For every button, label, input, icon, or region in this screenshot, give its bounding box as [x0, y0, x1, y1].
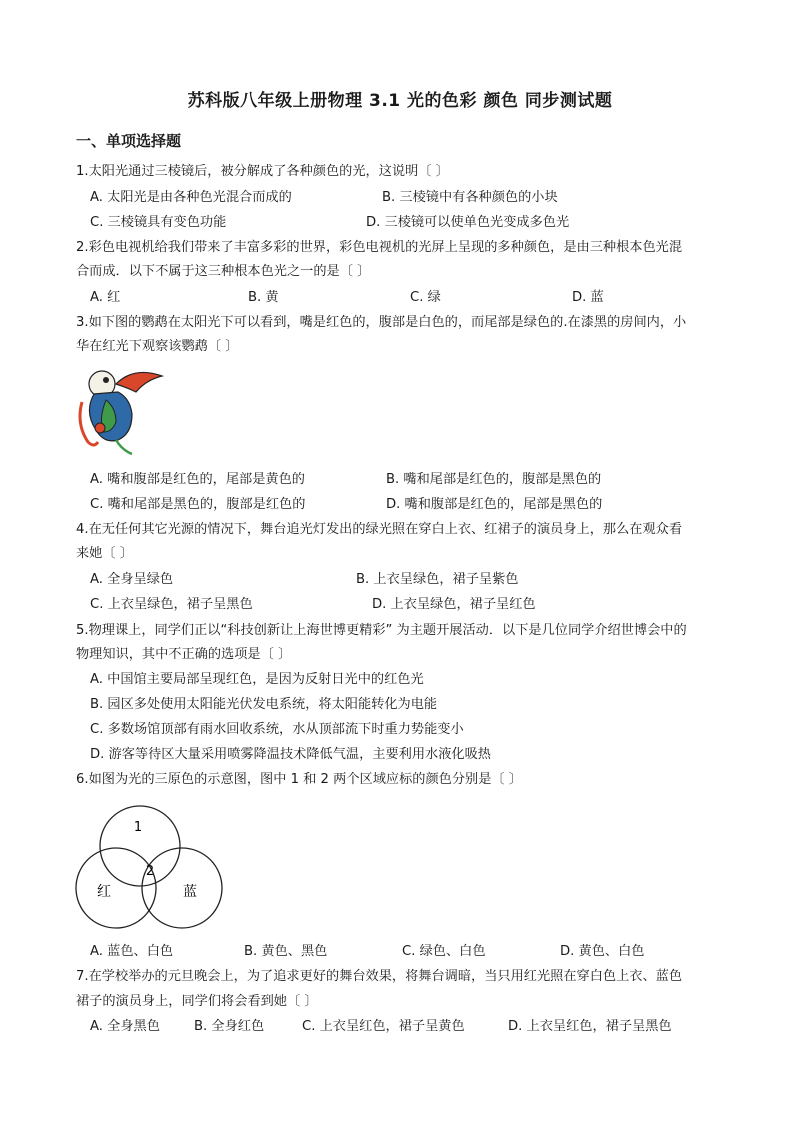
- parrot-red-spot: [95, 423, 105, 433]
- q5-option-d[interactable]: D. 游客等待区大量采用喷雾降温技术降低气温，主要利用水液化吸热: [90, 747, 491, 762]
- q3-option-c[interactable]: C. 嘴和尾部是黑色的，腹部是红色的: [90, 497, 306, 512]
- q4-option-c[interactable]: C. 上衣呈绿色，裙子呈黑色: [90, 597, 253, 612]
- question-1-text: 1.太阳光通过三棱镜后，被分解成了各种颜色的光，这说明〔 〕: [76, 164, 449, 179]
- q7-option-c[interactable]: C. 上衣呈红色，裙子呈黄色: [302, 1019, 465, 1034]
- venn-label-blue: 蓝: [183, 884, 197, 900]
- question-4-text-line-2: 来她〔 〕: [76, 546, 133, 561]
- question-7-text-line-1: 7.在学校举办的元旦晚会上，为了追求更好的舞台效果，将舞台调暗，当只用红光照在穿白色上衣、蓝色: [76, 969, 683, 984]
- q5-option-a[interactable]: A. 中国馆主要局部呈现红色，是因为反射日光中的红色光: [90, 672, 424, 687]
- venn-label-2: 2: [145, 864, 155, 879]
- q4-option-d[interactable]: D. 上衣呈绿色，裙子呈红色: [372, 597, 536, 612]
- q1-option-d[interactable]: D. 三棱镜可以使单色光变成多色光: [366, 215, 570, 230]
- q5-option-c[interactable]: C. 多数场馆顶部有雨水回收系统，水从顶部流下时重力势能变小: [90, 722, 464, 737]
- q3-option-b[interactable]: B. 嘴和尾部是红色的，腹部是黑色的: [386, 472, 602, 487]
- q2-option-b[interactable]: B. 黄: [248, 290, 279, 305]
- q7-option-d[interactable]: D. 上衣呈红色，裙子呈黑色: [508, 1019, 672, 1034]
- q3-option-a[interactable]: A. 嘴和腹部是红色的，尾部是黄色的: [90, 472, 305, 487]
- parrot-eye: [103, 377, 109, 383]
- question-5-text-line-2: 物理知识，其中不正确的选项是〔 〕: [76, 647, 292, 662]
- venn-label-1: 1: [133, 820, 143, 835]
- q1-option-c[interactable]: C. 三棱镜具有变色功能: [90, 215, 227, 230]
- q6-option-a[interactable]: A. 蓝色、白色: [90, 944, 174, 959]
- question-3-text-line-2: 华在红光下观察该鹦鹉〔 〕: [76, 339, 239, 354]
- page-title: 苏科版八年级上册物理 3.1 光的色彩 颜色 同步测试题: [187, 91, 613, 111]
- section-heading: 一、单项选择题: [76, 132, 182, 150]
- q4-option-b[interactable]: B. 上衣呈绿色，裙子呈紫色: [356, 572, 519, 587]
- venn-circle-red: [76, 848, 156, 928]
- parrot-tail-feather: [116, 440, 132, 454]
- q3-option-d[interactable]: D. 嘴和腹部是红色的，尾部是黑色的: [386, 497, 603, 512]
- venn-circle-top: [100, 806, 180, 886]
- q6-option-c[interactable]: C. 绿色、白色: [402, 944, 486, 959]
- q1-option-b[interactable]: B. 三棱镜中有各种颜色的小块: [382, 190, 558, 205]
- primary-colors-venn-diagram: [74, 800, 234, 932]
- parrot-beak: [116, 372, 162, 392]
- parrot-image: [76, 362, 172, 458]
- q6-option-b[interactable]: B. 黄色、黑色: [244, 944, 328, 959]
- question-6-text: 6.如图为光的三原色的示意图，图中 1 和 2 两个区域应标的颜色分别是〔 〕: [76, 772, 522, 787]
- question-7-text-line-2: 裙子的演员身上，同学们将会看到她〔 〕: [76, 994, 318, 1009]
- q5-option-b[interactable]: B. 园区多处使用太阳能光伏发电系统，将太阳能转化为电能: [90, 697, 438, 712]
- q6-option-d[interactable]: D. 黄色、白色: [560, 944, 645, 959]
- q7-option-b[interactable]: B. 全身红色: [194, 1019, 265, 1034]
- q2-option-a[interactable]: A. 红: [90, 290, 121, 305]
- question-2-text-line-2: 合而成．以下不属于这三种根本色光之一的是〔 〕: [76, 264, 371, 279]
- question-3-text-line-1: 3.如下图的鹦鹉在太阳光下可以看到，嘴是红色的，腹部是白色的，而尾部是绿色的.在漆黑的房间内，小: [76, 315, 687, 330]
- q2-option-d[interactable]: D. 蓝: [572, 290, 604, 305]
- venn-label-red: 红: [97, 884, 111, 900]
- q1-option-a[interactable]: A. 太阳光是由各种色光混合而成的: [90, 190, 292, 205]
- question-5-text-line-1: 5.物理课上，同学们正以“科技创新让上海世博更精彩” 为主题开展活动．以下是几位同学介绍世博会中的: [76, 623, 687, 638]
- q7-option-a[interactable]: A. 全身黑色: [90, 1019, 160, 1034]
- venn-circle-blue: [142, 848, 222, 928]
- q2-option-c[interactable]: C. 绿: [410, 290, 441, 305]
- question-2-text-line-1: 2.彩色电视机给我们带来了丰富多彩的世界，彩色电视机的光屏上呈现的多种颜色，是由三种根本色光混: [76, 240, 683, 255]
- q4-option-a[interactable]: A. 全身呈绿色: [90, 572, 174, 587]
- question-4-text-line-1: 4.在无任何其它光源的情况下，舞台追光灯发出的绿光照在穿白上衣、红裙子的演员身上，那么在观众看: [76, 522, 683, 537]
